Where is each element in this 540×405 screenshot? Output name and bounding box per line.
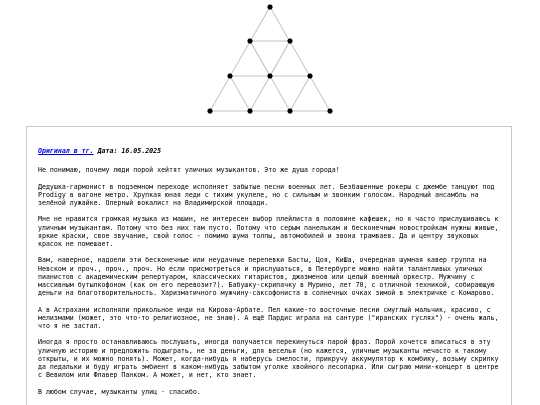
paragraph: Вам, наверное, надоели эти бесконечные или неудачные перепевки Басты, Цоя, КиШа, очередная шумная кавер группа на Невском и проч., проч., проч. Но если присмотреться и прислушаться, в Петербурге можно найти талантливых уличных пианистов с академическим репертуаром, классических гитаристов, джазменов или целый военный оркестр. Мужчину с массивным бутылкофоном (как он его перевозит?). Бабушку-скрипачку в Мурино, лет 70, с отличной техникой, собирающую деньги на благотворительность. Харизматичного мужчину-саксофониста в солнечных очках зимой в электричке с Комарово. [38,256,495,298]
article-container [26,126,512,405]
article-date: Дата: 16.05.2025 [97,147,162,155]
source-link[interactable]: Оригинал в тг. [38,147,94,155]
paragraph: Дедушка-гармонист в подземном переходе исполняет забытые песни военных лет. Безбашенные рокеры с джембе танцуют под Prodigy в вагоне метро. Хрупкая юная леди с тихим укулеле, но с сильным и звонким голосом. Народный ансамбль на зелёной лужайке. Оперный вокалист на Владимирской площади. [38,182,495,207]
site-logo [0,0,540,125]
paragraph: В любом случае, музыканты улиц - спасибо. [38,387,201,396]
paragraph: Не понимаю, почему люди порой хейтят уличных музыкантов. Это же душа города! [38,166,340,175]
paragraph: А в Астрахани исполняли прикольное инди на Кирова-Арбате. Пел какие-то восточные песни смуглый мальчик, красиво, с мелизмами (может, это что-то религиозное, не знаю). А ещё Пардис играла на сантуре ("иранских гуслях") - очень жаль, что я не застал. [38,305,499,330]
article-meta [38,147,501,155]
triangle-lattice-dots [207,4,332,113]
paragraph: Иногда я просто останавливаюсь послушать, иногда получается перекинуться парой фраз. Порой хочется вписаться в эту уличную историю и предложить подыграть, не за деньги, для веселья (но кажется, уличные музыканты нечасто к такому открыты, и их можно понять). Может, когда-нибудь я наберусь смелости, прикручу аккумулятор к комбику, возьму скрипку да педальки и буду играть эмбиент в каком-нибудь забытом уголке хвойного лесопарка. Или сыграю мини-концерт в центре с Вевилом или Флавер Панком. А может, и нет, кто знает. [38,338,499,380]
triangle-lattice-lines [210,7,330,111]
paragraph: Мне не нравится громкая музыка из машин, не интересен выбор плейлиста в половине кафешек, но я часто прислушиваюсь к уличным музыкантам. Потому что без них там пусто. Потому что серым панелькам и бесконечным новостройкам нужны живые, яркие краски, свое звучание, свой голос - помимо шума толпы, автомобилей и звона трамваев. Да и центру звуковых красок не помешает. [38,215,499,248]
